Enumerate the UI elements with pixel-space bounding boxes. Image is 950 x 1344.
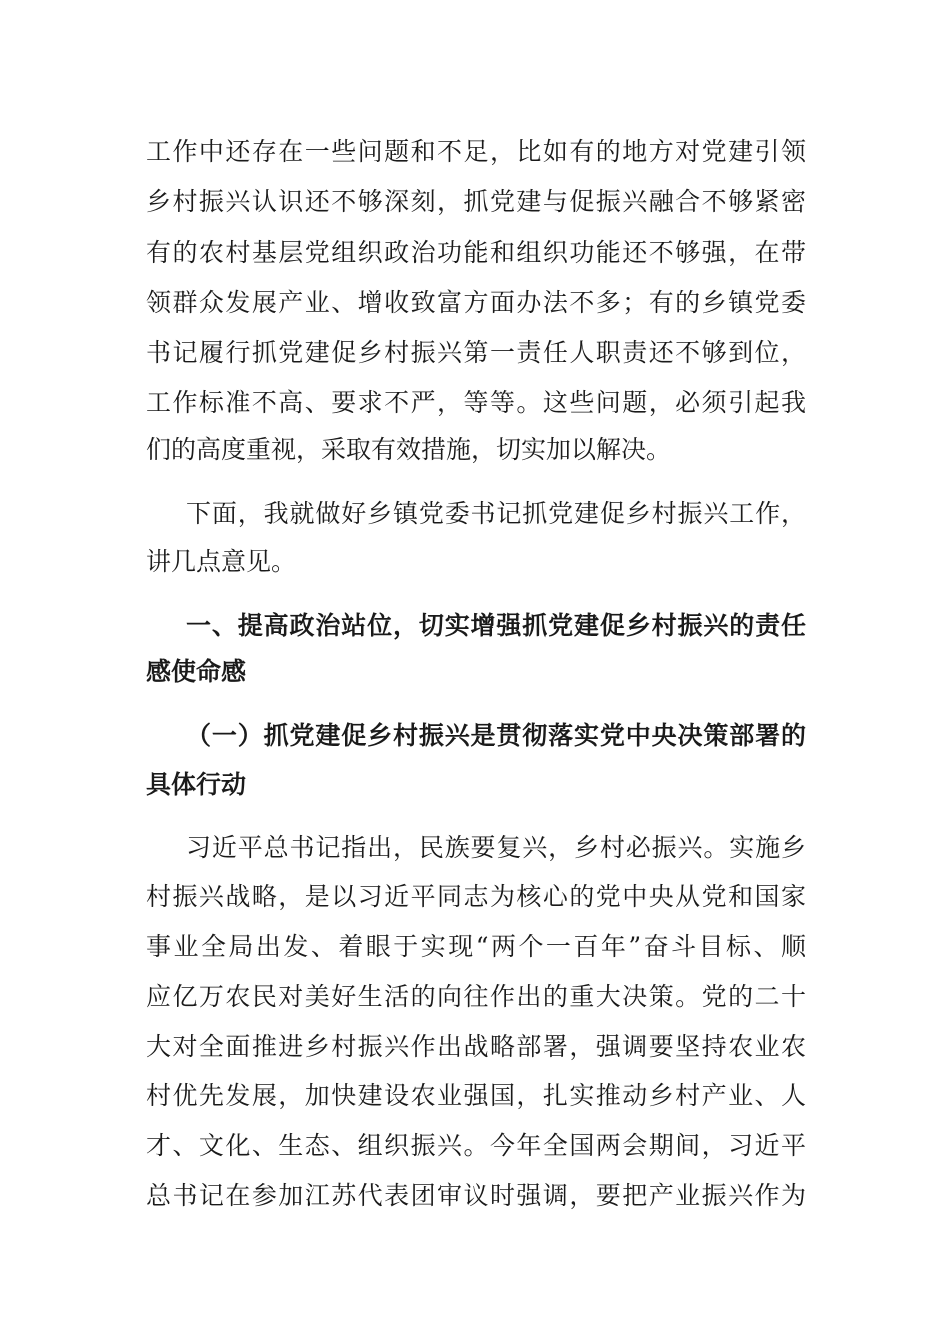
- paragraph-2-line-1: 下面，我就做好乡镇党委书记抓党建促乡村振兴工作，: [186, 499, 806, 528]
- paragraph-5-line-8: 总书记在参加江苏代表团审议时强调，要把产业振兴作为: [146, 1181, 806, 1210]
- paragraph-1-line-2: 乡村振兴认识还不够深刻，抓党建与促振兴融合不够紧密: [146, 187, 806, 216]
- paragraph-1-line-3: 有的农村基层党组织政治功能和组织功能还不够强，在带: [146, 238, 806, 267]
- paragraph-5-line-4: 应亿万农民对美好生活的向往作出的重大决策。党的二十: [146, 982, 806, 1011]
- paragraph-5-line-3: 事业全局出发、着眼于实现“两个一百年”奋斗目标、顺: [146, 932, 806, 961]
- section-heading-line-1: 一、提高政治站位，切实增强抓党建促乡村振兴的责任: [186, 611, 806, 640]
- paragraph-5-line-7: 才、文化、生态、组织振兴。今年全国两会期间，习近平: [146, 1131, 806, 1160]
- paragraph-5-line-6: 村优先发展，加快建设农业强国，扎实推动乡村产业、人: [146, 1081, 806, 1110]
- paragraph-1-line-7: 们的高度重视，采取有效措施，切实加以解决。: [146, 435, 672, 464]
- paragraph-1-line-5: 书记履行抓党建促乡村振兴第一责任人职责还不够到位，: [146, 338, 806, 367]
- paragraph-1-line-6: 工作标准不高、要求不严，等等。这些问题，必须引起我: [146, 388, 806, 417]
- section-heading-line-2: 感使命感: [146, 657, 247, 686]
- paragraph-5-line-1: 习近平总书记指出，民族要复兴，乡村必振兴。实施乡: [186, 833, 806, 862]
- subsection-heading-line-1: （一）抓党建促乡村振兴是贯彻落实党中央决策部署的: [186, 721, 806, 750]
- subsection-heading-line-2: 具体行动: [146, 770, 247, 799]
- paragraph-2-line-2: 讲几点意见。: [146, 547, 297, 576]
- paragraph-1-line-1: 工作中还存在一些问题和不足，比如有的地方对党建引领: [146, 137, 806, 166]
- paragraph-5-line-2: 村振兴战略，是以习近平同志为核心的党中央从党和国家: [146, 882, 806, 911]
- paragraph-1-line-4: 领群众发展产业、增收致富方面办法不多；有的乡镇党委: [146, 288, 806, 317]
- paragraph-5-line-5: 大对全面推进乡村振兴作出战略部署，强调要坚持农业农: [146, 1032, 806, 1061]
